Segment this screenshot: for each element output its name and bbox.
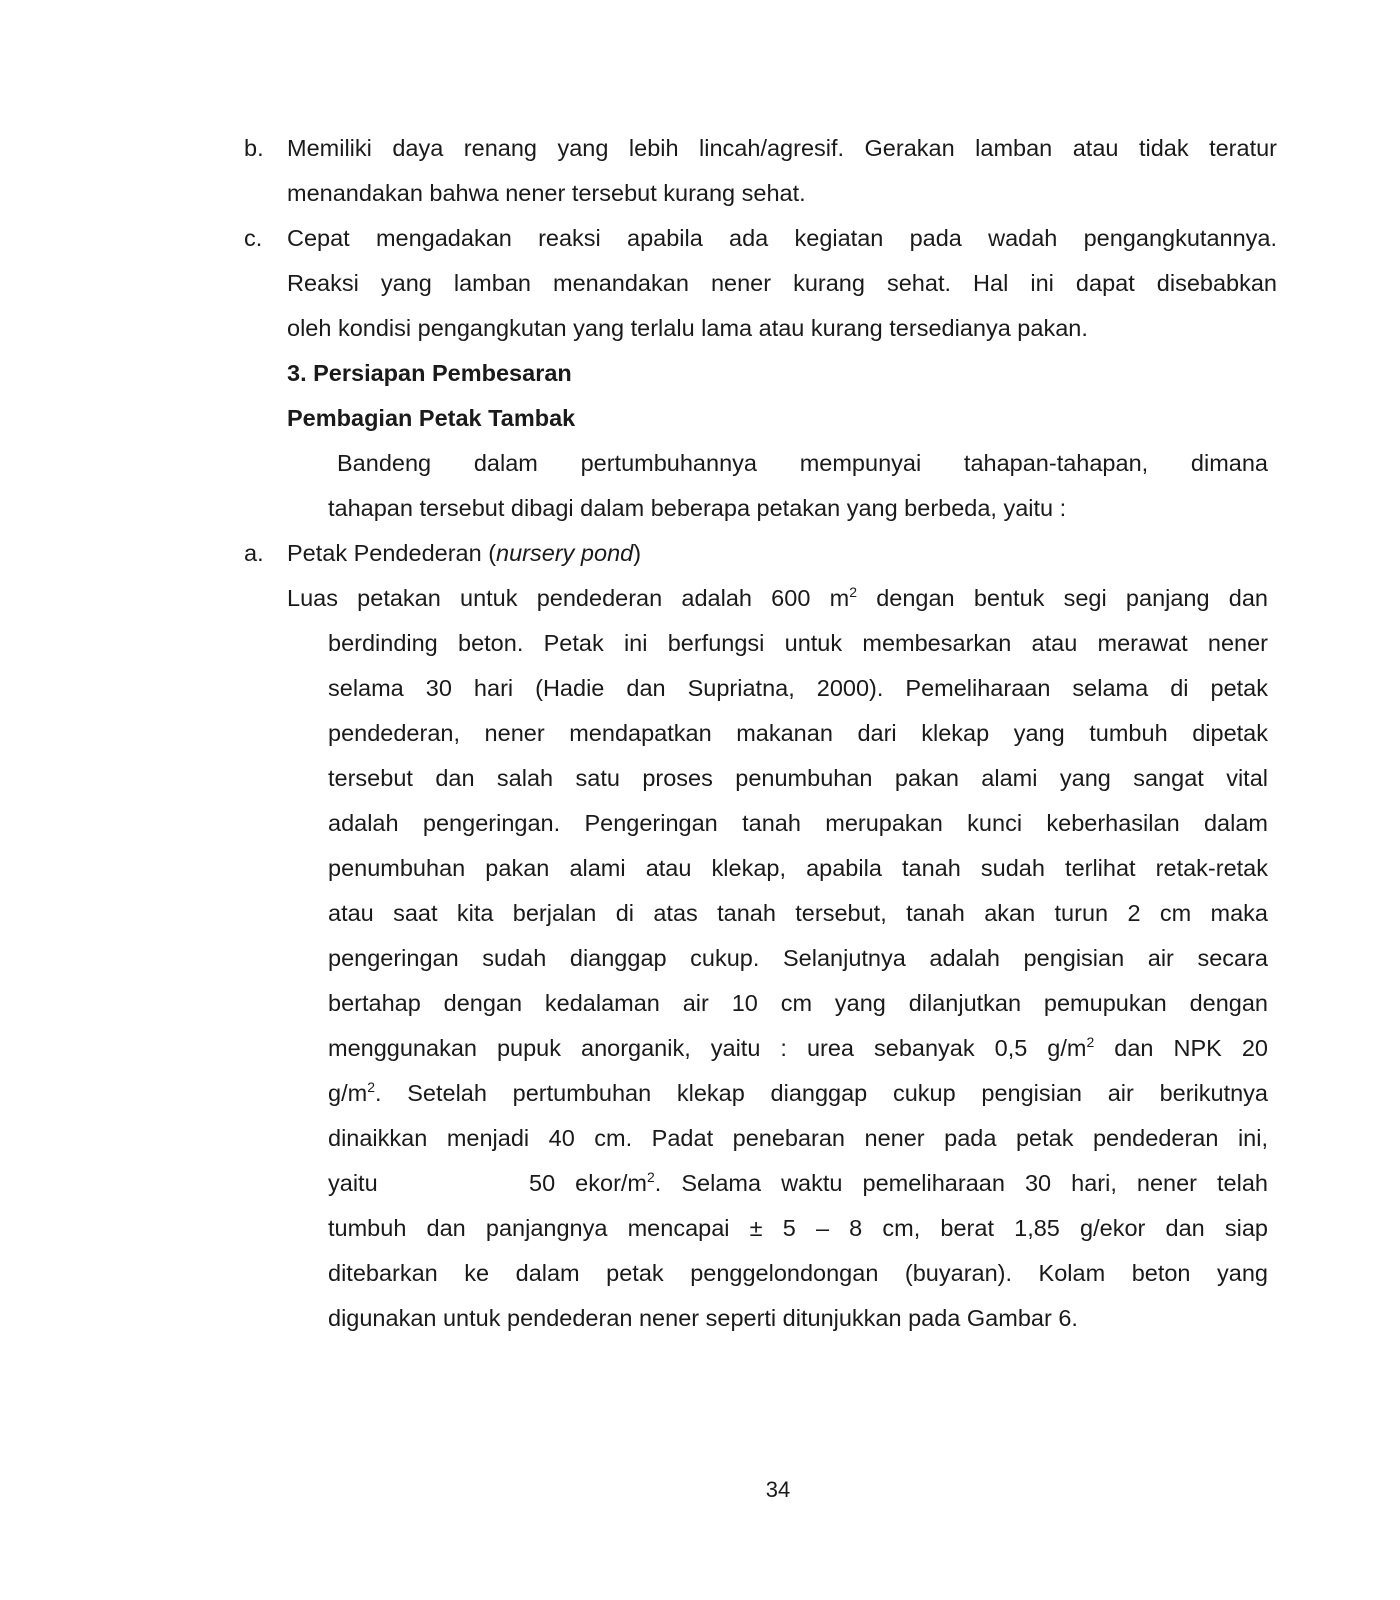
item-c-line-1: Cepat mengadakan reaksi apabila ada kegiatan pada wadah pengangkutannya.	[287, 225, 1277, 251]
item-a-line-10: bertahap dengan kedalaman air 10 cm yang dilanjutkan pemupukan dengan	[328, 990, 1268, 1016]
item-a-line-9: pengeringan sudah dianggap cukup. Selanjutnya adalah pengisian air secara	[328, 945, 1268, 971]
item-a-line-15: tumbuh dan panjangnya mencapai ± 5 – 8 cm, berat 1,85 g/ekor dan siap	[328, 1215, 1268, 1241]
item-a-line-13: dinaikkan menjadi 40 cm. Padat penebaran nener pada petak pendederan ini,	[328, 1125, 1268, 1151]
item-a-line-17: digunakan untuk pendederan nener seperti ditunjukkan pada Gambar 6.	[328, 1305, 1078, 1331]
item-a-line-14-start: yaitu	[328, 1170, 378, 1196]
item-a-line-6: adalah pengeringan. Pengeringan tanah merupakan kunci keberhasilan dalam	[328, 810, 1268, 836]
item-a-line-11: menggunakan pupuk anorganik, yaitu : urea sebanyak 0,5 $g/m^2$ dan NPK 20	[328, 1034, 1268, 1061]
item-a-title-italic: nursery pond	[496, 540, 634, 566]
intro-line-2: tahapan tersebut dibagi dalam beberapa petakan yang berbeda, yaitu :	[328, 495, 1067, 521]
item-a-line-8: atau saat kita berjalan di atas tanah tersebut, tanah akan turun 2 cm maka	[328, 900, 1268, 926]
page-number: 34	[765, 1477, 791, 1502]
item-a-line-14-end: 50 ekor/$m^2$. Selama waktu pemeliharaan 30 hari, nener telah	[529, 1169, 1268, 1196]
item-a-line-1: Luas petakan untuk pendederan adalah 600 $m^2$ dengan bentuk segi panjang dan	[287, 584, 1268, 611]
list-marker-a: a.	[244, 540, 264, 566]
item-c-line-3: oleh kondisi pengangkutan yang terlalu lama atau kurang tersedianya pakan.	[287, 315, 1088, 341]
section-heading: 3. Persiapan Pembesaran	[287, 360, 572, 386]
item-a-title: Petak Pendederan (nursery pond)	[287, 540, 642, 566]
list-marker-b: b.	[244, 135, 264, 161]
item-c-line-2: Reaksi yang lamban menandakan nener kurang sehat. Hal ini dapat disebabkan	[287, 270, 1277, 296]
item-a-line-5: tersebut dan salah satu proses penumbuhan pakan alami yang sangat vital	[328, 765, 1268, 791]
item-a-line-3: selama 30 hari (Hadie dan Supriatna, 2000). Pemeliharaan selama di petak	[328, 675, 1268, 701]
item-b-line-1: Memiliki daya renang yang lebih lincah/agresif. Gerakan lamban atau tidak teratur	[287, 135, 1277, 161]
section-subheading: Pembagian Petak Tambak	[287, 405, 576, 431]
item-a-line-16: ditebarkan ke dalam petak penggelondongan (buyaran). Kolam beton yang	[328, 1260, 1268, 1286]
item-a-line-2: berdinding beton. Petak ini berfungsi untuk membesarkan atau merawat nener	[328, 630, 1268, 656]
item-a-line-7: penumbuhan pakan alami atau klekap, apabila tanah sudah terlihat retak-retak	[328, 855, 1268, 881]
item-a-line-4: pendederan, nener mendapatkan makanan dari klekap yang tumbuh dipetak	[328, 720, 1268, 746]
item-a-line-12: $g/m^2$. Setelah pertumbuhan klekap dianggap cukup pengisian air berikutnya	[328, 1079, 1268, 1106]
list-marker-c: c.	[244, 225, 263, 251]
item-b-line-2: menandakan bahwa nener tersebut kurang sehat.	[287, 180, 806, 206]
intro-line-1: Bandeng dalam pertumbuhannya mempunyai tahapan-tahapan, dimana	[337, 450, 1268, 476]
